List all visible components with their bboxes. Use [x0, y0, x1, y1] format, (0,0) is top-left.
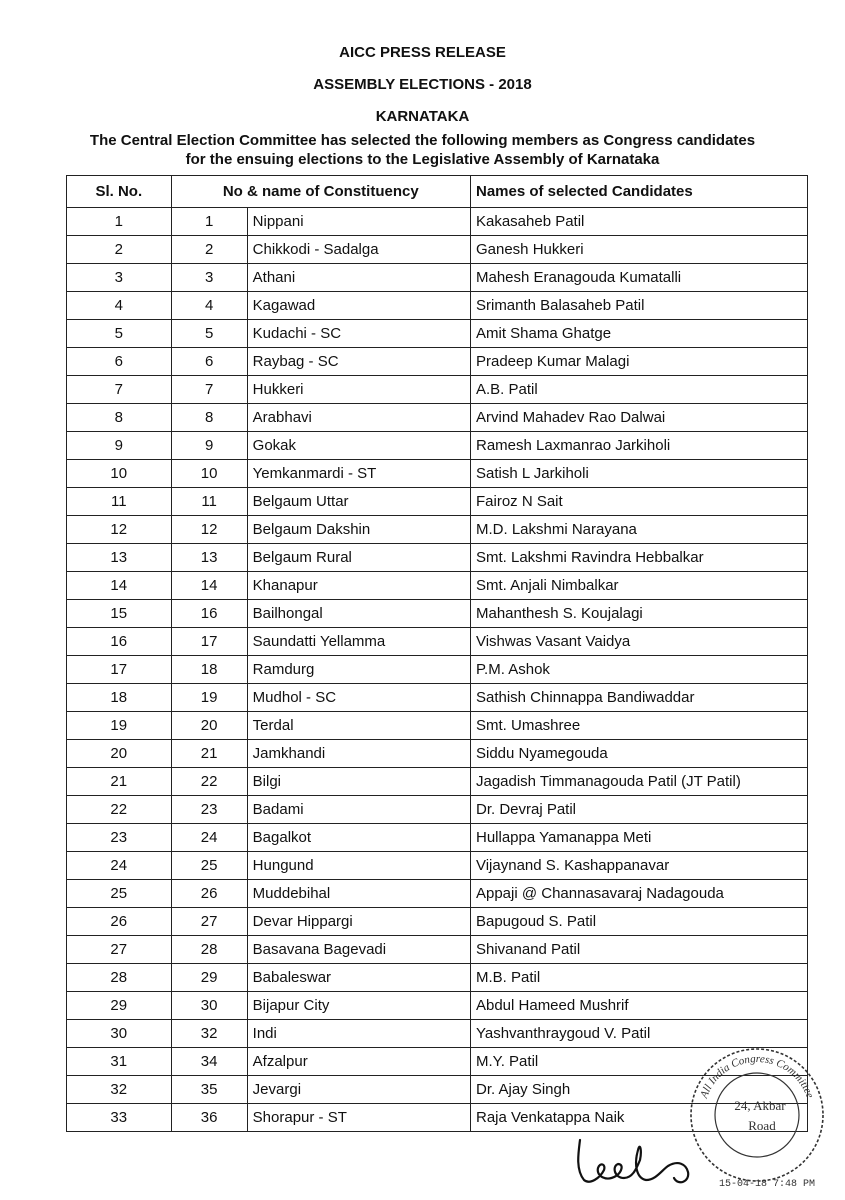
- table-header-row: [67, 176, 808, 208]
- cell-constituency-number: 21: [171, 740, 247, 768]
- table-row: [67, 348, 808, 376]
- cell-candidate-name: P.M. Ashok: [470, 656, 807, 684]
- cell-constituency-number: 36: [171, 1104, 247, 1132]
- cell-sl-no: 24: [67, 852, 172, 880]
- table-row: [67, 600, 808, 628]
- cell-constituency-name: Belgaum Uttar: [247, 488, 470, 516]
- cell-constituency-number: 22: [171, 768, 247, 796]
- cell-constituency-number: 4: [171, 292, 247, 320]
- cell-constituency-name: Bijapur City: [247, 992, 470, 1020]
- cell-constituency-name: Muddebihal: [247, 880, 470, 908]
- cell-constituency-number: 35: [171, 1076, 247, 1104]
- cell-constituency-name: Jevargi: [247, 1076, 470, 1104]
- cell-candidate-name: M.D. Lakshmi Narayana: [470, 516, 807, 544]
- cell-constituency-number: 14: [171, 572, 247, 600]
- cell-constituency-number: 25: [171, 852, 247, 880]
- table-row: [67, 964, 808, 992]
- cell-sl-no: 18: [67, 684, 172, 712]
- cell-sl-no: 16: [67, 628, 172, 656]
- cell-sl-no: 26: [67, 908, 172, 936]
- cell-sl-no: 7: [67, 376, 172, 404]
- cell-constituency-name: Hungund: [247, 852, 470, 880]
- cell-constituency-number: 29: [171, 964, 247, 992]
- handwritten-signature: [570, 1130, 780, 1190]
- cell-sl-no: 22: [67, 796, 172, 824]
- header-sl-no: Sl. No.: [67, 176, 172, 208]
- table-row: [67, 320, 808, 348]
- cell-candidate-name: Amit Shama Ghatge: [470, 320, 807, 348]
- cell-constituency-number: 12: [171, 516, 247, 544]
- cell-candidate-name: Appaji @ Channasavaraj Nadagouda: [470, 880, 807, 908]
- cell-sl-no: 20: [67, 740, 172, 768]
- table-row: [67, 712, 808, 740]
- cell-sl-no: 23: [67, 824, 172, 852]
- table-row: [67, 516, 808, 544]
- cell-candidate-name: Smt. Lakshmi Ravindra Hebbalkar: [470, 544, 807, 572]
- cell-constituency-name: Kagawad: [247, 292, 470, 320]
- table-row: [67, 768, 808, 796]
- cell-candidate-name: Shivanand Patil: [470, 936, 807, 964]
- cell-constituency-number: 16: [171, 600, 247, 628]
- header-constituency: No & name of Constituency: [171, 176, 470, 208]
- cell-constituency-number: 9: [171, 432, 247, 460]
- cell-constituency-name: Chikkodi - Sadalga: [247, 236, 470, 264]
- cell-constituency-number: 3: [171, 264, 247, 292]
- cell-constituency-number: 34: [171, 1048, 247, 1076]
- header-candidates: Names of selected Candidates: [470, 176, 807, 208]
- cell-sl-no: 19: [67, 712, 172, 740]
- table-row: [67, 796, 808, 824]
- state-title: KARNATAKA: [375, 108, 470, 125]
- cell-constituency-name: Belgaum Rural: [247, 544, 470, 572]
- table-row: [67, 292, 808, 320]
- cell-candidate-name: M.B. Patil: [470, 964, 807, 992]
- cell-constituency-name: Gokak: [247, 432, 470, 460]
- cell-constituency-name: Babaleswar: [247, 964, 470, 992]
- table-row: [67, 208, 808, 236]
- cell-sl-no: 9: [67, 432, 172, 460]
- cell-candidate-name: Pradeep Kumar Malagi: [470, 348, 807, 376]
- cell-constituency-number: 6: [171, 348, 247, 376]
- cell-candidate-name: Vishwas Vasant Vaidya: [470, 628, 807, 656]
- cell-constituency-name: Saundatti Yellamma: [247, 628, 470, 656]
- cell-candidate-name: Abdul Hameed Mushrif: [470, 992, 807, 1020]
- table-body: [67, 208, 808, 1132]
- cell-candidate-name: Ramesh Laxmanrao Jarkiholi: [470, 432, 807, 460]
- cell-constituency-name: Kudachi - SC: [247, 320, 470, 348]
- cell-constituency-number: 28: [171, 936, 247, 964]
- cell-constituency-number: 24: [171, 824, 247, 852]
- cell-constituency-name: Mudhol - SC: [247, 684, 470, 712]
- cell-candidate-name: Ganesh Hukkeri: [470, 236, 807, 264]
- table-row: [67, 404, 808, 432]
- cell-constituency-name: Bilgi: [247, 768, 470, 796]
- cell-candidate-name: Smt. Umashree: [470, 712, 807, 740]
- cell-constituency-name: Nippani: [247, 208, 470, 236]
- cell-candidate-name: Fairoz N Sait: [470, 488, 807, 516]
- cell-candidate-name: Mahanthesh S. Koujalagi: [470, 600, 807, 628]
- cell-candidate-name: Dr. Ajay Singh: [470, 1076, 807, 1104]
- cell-constituency-name: Terdal: [247, 712, 470, 740]
- table-row: [67, 432, 808, 460]
- election-title: ASSEMBLY ELECTIONS - 2018: [313, 76, 532, 93]
- cell-constituency-number: 1: [171, 208, 247, 236]
- cell-sl-no: 2: [67, 236, 172, 264]
- cell-constituency-number: 13: [171, 544, 247, 572]
- cell-candidate-name: Dr. Devraj Patil: [470, 796, 807, 824]
- cell-sl-no: 11: [67, 488, 172, 516]
- cell-constituency-name: Shorapur - ST: [247, 1104, 470, 1132]
- cell-sl-no: 15: [67, 600, 172, 628]
- cell-constituency-name: Athani: [247, 264, 470, 292]
- cell-sl-no: 13: [67, 544, 172, 572]
- cell-candidate-name: Arvind Mahadev Rao Dalwai: [470, 404, 807, 432]
- svg-text:All India Congress Committee: [698, 1053, 816, 1101]
- cell-candidate-name: Smt. Anjali Nimbalkar: [470, 572, 807, 600]
- cell-constituency-name: Yemkanmardi - ST: [247, 460, 470, 488]
- table-row: [67, 236, 808, 264]
- cell-candidate-name: Raja Venkatappa Naik: [470, 1104, 807, 1132]
- cell-constituency-name: Jamkhandi: [247, 740, 470, 768]
- cell-constituency-number: 20: [171, 712, 247, 740]
- cell-constituency-name: Devar Hippargi: [247, 908, 470, 936]
- cell-candidate-name: Jagadish Timmanagouda Patil (JT Patil): [470, 768, 807, 796]
- cell-constituency-name: Hukkeri: [247, 376, 470, 404]
- cell-candidate-name: Yashvanthraygoud V. Patil: [470, 1020, 807, 1048]
- intro-text: [0, 131, 845, 169]
- release-title: AICC PRESS RELEASE: [339, 44, 506, 61]
- cell-constituency-number: 7: [171, 376, 247, 404]
- cell-constituency-name: Ramdurg: [247, 656, 470, 684]
- cell-sl-no: 27: [67, 936, 172, 964]
- table-row: [67, 376, 808, 404]
- cell-sl-no: 4: [67, 292, 172, 320]
- cell-constituency-name: Basavana Bagevadi: [247, 936, 470, 964]
- table-row: [67, 264, 808, 292]
- table-row: [67, 740, 808, 768]
- cell-sl-no: 6: [67, 348, 172, 376]
- candidates-table: [66, 175, 808, 1132]
- cell-constituency-number: 23: [171, 796, 247, 824]
- cell-sl-no: 32: [67, 1076, 172, 1104]
- cell-sl-no: 10: [67, 460, 172, 488]
- table-row: [67, 908, 808, 936]
- cell-sl-no: 1: [67, 208, 172, 236]
- cell-sl-no: 30: [67, 1020, 172, 1048]
- cell-constituency-number: 32: [171, 1020, 247, 1048]
- cell-sl-no: 25: [67, 880, 172, 908]
- table-row: [67, 936, 808, 964]
- cell-constituency-name: Badami: [247, 796, 470, 824]
- cell-sl-no: 31: [67, 1048, 172, 1076]
- cell-constituency-number: 11: [171, 488, 247, 516]
- intro-line-2: for the ensuing elections to the Legislative Assembly of Karnataka: [185, 151, 660, 168]
- cell-constituency-number: 17: [171, 628, 247, 656]
- cell-constituency-name: Afzalpur: [247, 1048, 470, 1076]
- cell-candidate-name: M.Y. Patil: [470, 1048, 807, 1076]
- cell-sl-no: 17: [67, 656, 172, 684]
- cell-constituency-number: 27: [171, 908, 247, 936]
- table-row: [67, 992, 808, 1020]
- cell-sl-no: 12: [67, 516, 172, 544]
- table-row: [67, 656, 808, 684]
- table-row: [67, 824, 808, 852]
- table-row: [67, 572, 808, 600]
- cell-sl-no: 8: [67, 404, 172, 432]
- table-row: [67, 460, 808, 488]
- cell-constituency-number: 19: [171, 684, 247, 712]
- table-row: [67, 852, 808, 880]
- table-row: [67, 544, 808, 572]
- cell-candidate-name: Hullappa Yamanappa Meti: [470, 824, 807, 852]
- intro-line-1: The Central Election Committee has selected the following members as Congress candidates: [89, 132, 756, 149]
- cell-sl-no: 33: [67, 1104, 172, 1132]
- cell-constituency-number: 26: [171, 880, 247, 908]
- cell-sl-no: 5: [67, 320, 172, 348]
- cell-constituency-name: Belgaum Dakshin: [247, 516, 470, 544]
- cell-constituency-number: 10: [171, 460, 247, 488]
- stamp-ring-text: All India Congress Committee: [698, 1052, 816, 1100]
- cell-constituency-number: 30: [171, 992, 247, 1020]
- stamp-date: 15-04-18 7:48 PM: [718, 1179, 816, 1190]
- cell-constituency-number: 8: [171, 404, 247, 432]
- cell-constituency-number: 18: [171, 656, 247, 684]
- cell-sl-no: 21: [67, 768, 172, 796]
- cell-candidate-name: Srimanth Balasaheb Patil: [470, 292, 807, 320]
- cell-candidate-name: Satish L Jarkiholi: [470, 460, 807, 488]
- cell-candidate-name: Mahesh Eranagouda Kumatalli: [470, 264, 807, 292]
- cell-sl-no: 28: [67, 964, 172, 992]
- cell-sl-no: 3: [67, 264, 172, 292]
- stamp-address-line-2: Road: [748, 1118, 776, 1133]
- cell-candidate-name: Sathish Chinnappa Bandiwaddar: [470, 684, 807, 712]
- stamp-address-line-1: 24, Akbar: [734, 1098, 786, 1113]
- cell-constituency-name: Bailhongal: [247, 600, 470, 628]
- cell-constituency-name: Arabhavi: [247, 404, 470, 432]
- table-row: [67, 628, 808, 656]
- cell-sl-no: 29: [67, 992, 172, 1020]
- table-row: [67, 880, 808, 908]
- cell-constituency-name: Khanapur: [247, 572, 470, 600]
- cell-constituency-name: Bagalkot: [247, 824, 470, 852]
- cell-constituency-name: Indi: [247, 1020, 470, 1048]
- cell-constituency-number: 5: [171, 320, 247, 348]
- cell-candidate-name: Kakasaheb Patil: [470, 208, 807, 236]
- cell-sl-no: 14: [67, 572, 172, 600]
- table-row: [67, 488, 808, 516]
- table-row: [67, 684, 808, 712]
- cell-candidate-name: Bapugoud S. Patil: [470, 908, 807, 936]
- cell-constituency-number: 2: [171, 236, 247, 264]
- cell-constituency-name: Raybag - SC: [247, 348, 470, 376]
- cell-candidate-name: Siddu Nyamegouda: [470, 740, 807, 768]
- cell-candidate-name: Vijaynand S. Kashappanavar: [470, 852, 807, 880]
- cell-candidate-name: A.B. Patil: [470, 376, 807, 404]
